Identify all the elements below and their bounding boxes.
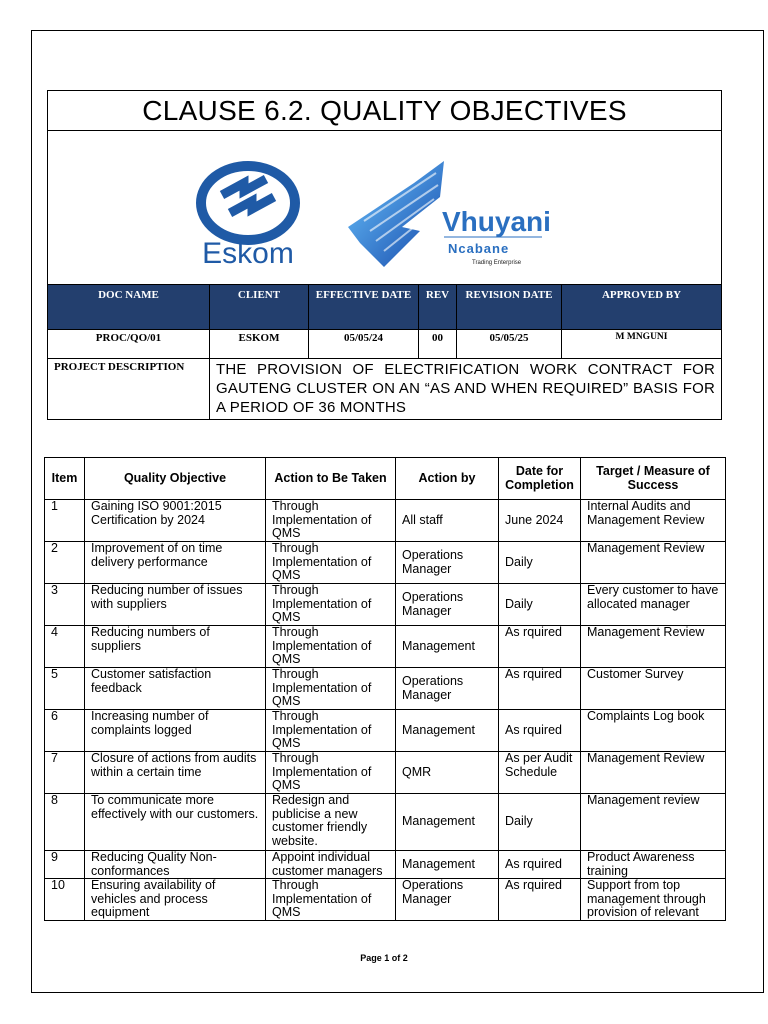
item-cell: 8 bbox=[45, 794, 85, 851]
action-by-cell: Operations Manager bbox=[396, 879, 499, 921]
action-by-cell: Management bbox=[396, 851, 499, 879]
header-action-by: Action by bbox=[396, 458, 499, 500]
date-cell: As rquired bbox=[499, 668, 581, 710]
col-rev: REV bbox=[419, 285, 457, 330]
item-cell: 9 bbox=[45, 851, 85, 879]
action-by-cell: Operations Manager bbox=[396, 584, 499, 626]
action-by-cell: QMR bbox=[396, 752, 499, 794]
col-client: CLIENT bbox=[210, 285, 309, 330]
table-row bbox=[45, 542, 726, 584]
date-cell: As per Audit Schedule bbox=[499, 752, 581, 794]
vhuyani-logo bbox=[344, 157, 554, 269]
action-cell: Through Implementation of QMS bbox=[266, 752, 396, 794]
date-cell: As rquired bbox=[499, 626, 581, 668]
action-cell: Redesign and publicise a new customer friendly website. bbox=[266, 794, 396, 851]
col-doc-name: DOC NAME bbox=[48, 285, 210, 330]
project-description-text: THE PROVISION OF ELECTRIFICATION WORK CONTRACT FOR GAUTENG CLUSTER ON AN “AS AND WHEN REQUIRED” BASIS FOR A PERIOD OF 36 MONTHS bbox=[210, 359, 722, 420]
approved-by-value: M MNGUNI bbox=[562, 330, 722, 359]
target-cell: Management Review bbox=[581, 626, 726, 668]
item-cell: 4 bbox=[45, 626, 85, 668]
header-item: Item bbox=[45, 458, 85, 500]
trading-enterprise-text: Trading Enterprise bbox=[472, 260, 522, 266]
col-revision-date: REVISION DATE bbox=[457, 285, 562, 330]
objective-cell: Improvement of on time delivery performance bbox=[85, 542, 266, 584]
date-cell: Daily bbox=[499, 794, 581, 851]
logo-area bbox=[48, 131, 722, 285]
objective-cell: Increasing number of complaints logged bbox=[85, 710, 266, 752]
effective-date-value: 05/05/24 bbox=[309, 330, 419, 359]
table-row bbox=[45, 584, 726, 626]
document-header bbox=[47, 90, 722, 420]
table-row bbox=[45, 794, 726, 851]
objective-cell: To communicate more effectively with our customers. bbox=[85, 794, 266, 851]
action-cell: Through Implementation of QMS bbox=[266, 710, 396, 752]
action-cell: Through Implementation of QMS bbox=[266, 626, 396, 668]
header-quality-objective: Quality Objective bbox=[85, 458, 266, 500]
action-by-cell: Management bbox=[396, 710, 499, 752]
header-action: Action to Be Taken bbox=[266, 458, 396, 500]
item-cell: 7 bbox=[45, 752, 85, 794]
table-header-row bbox=[45, 458, 726, 500]
action-cell: Through Implementation of QMS bbox=[266, 668, 396, 710]
objective-cell: Gaining ISO 9001:2015 Certification by 2024 bbox=[85, 500, 266, 542]
table-row bbox=[45, 851, 726, 879]
action-by-cell: Operations Manager bbox=[396, 668, 499, 710]
item-cell: 2 bbox=[45, 542, 85, 584]
table-row bbox=[45, 879, 726, 921]
item-cell: 6 bbox=[45, 710, 85, 752]
quality-objectives-table bbox=[44, 457, 726, 921]
action-cell: Through Implementation of QMS bbox=[266, 584, 396, 626]
table-row bbox=[45, 710, 726, 752]
objective-cell: Closure of actions from audits within a certain time bbox=[85, 752, 266, 794]
target-cell: Every customer to have allocated manager bbox=[581, 584, 726, 626]
header-date: Date for Completion bbox=[499, 458, 581, 500]
date-cell: June 2024 bbox=[499, 500, 581, 542]
action-by-cell: Management bbox=[396, 626, 499, 668]
item-cell: 3 bbox=[45, 584, 85, 626]
col-effective-date: EFFECTIVE DATE bbox=[309, 285, 419, 330]
date-cell: As rquired bbox=[499, 851, 581, 879]
vhuyani-logo-text: Vhuyani bbox=[442, 206, 551, 237]
objective-cell: Reducing Quality Non-conformances bbox=[85, 851, 266, 879]
ncabane-logo-text: Ncabane bbox=[448, 241, 510, 256]
date-cell: As rquired bbox=[499, 710, 581, 752]
page-number: Page 1 of 2 bbox=[360, 953, 408, 963]
client-value: ESKOM bbox=[210, 330, 309, 359]
col-approved-by: APPROVED BY bbox=[562, 285, 722, 330]
target-cell: Management review bbox=[581, 794, 726, 851]
table-row bbox=[45, 752, 726, 794]
target-cell: Management Review bbox=[581, 752, 726, 794]
table-row bbox=[45, 626, 726, 668]
project-description-label: PROJECT DESCRIPTION bbox=[48, 359, 210, 420]
action-cell: Through Implementation of QMS bbox=[266, 542, 396, 584]
target-cell: Internal Audits and Management Review bbox=[581, 500, 726, 542]
action-cell: Appoint individual customer managers bbox=[266, 851, 396, 879]
objective-cell: Ensuring availability of vehicles and process equipment bbox=[85, 879, 266, 921]
date-cell: Daily bbox=[499, 542, 581, 584]
revision-date-value: 05/05/25 bbox=[457, 330, 562, 359]
action-by-cell: All staff bbox=[396, 500, 499, 542]
action-cell: Through Implementation of QMS bbox=[266, 500, 396, 542]
target-cell: Support from top management through provision of relevant bbox=[581, 879, 726, 921]
target-cell: Complaints Log book bbox=[581, 710, 726, 752]
item-cell: 1 bbox=[45, 500, 85, 542]
target-cell: Customer Survey bbox=[581, 668, 726, 710]
doc-name-value: PROC/QO/01 bbox=[48, 330, 210, 359]
rev-value: 00 bbox=[419, 330, 457, 359]
date-cell: As rquired bbox=[499, 879, 581, 921]
target-cell: Product Awareness training bbox=[581, 851, 726, 879]
objective-cell: Customer satisfaction feedback bbox=[85, 668, 266, 710]
item-cell: 10 bbox=[45, 879, 85, 921]
objective-cell: Reducing number of issues with suppliers bbox=[85, 584, 266, 626]
action-cell: Through Implementation of QMS bbox=[266, 879, 396, 921]
eskom-logo-text: Eskom bbox=[202, 237, 294, 270]
table-row bbox=[45, 668, 726, 710]
action-by-cell: Management bbox=[396, 794, 499, 851]
action-by-cell: Operations Manager bbox=[396, 542, 499, 584]
table-row bbox=[45, 500, 726, 542]
date-cell: Daily bbox=[499, 584, 581, 626]
target-cell: Management Review bbox=[581, 542, 726, 584]
header-target: Target / Measure of Success bbox=[581, 458, 726, 500]
objective-cell: Reducing numbers of suppliers bbox=[85, 626, 266, 668]
item-cell: 5 bbox=[45, 668, 85, 710]
eskom-logo bbox=[178, 161, 318, 271]
page-title: CLAUSE 6.2. QUALITY OBJECTIVES bbox=[48, 91, 722, 131]
